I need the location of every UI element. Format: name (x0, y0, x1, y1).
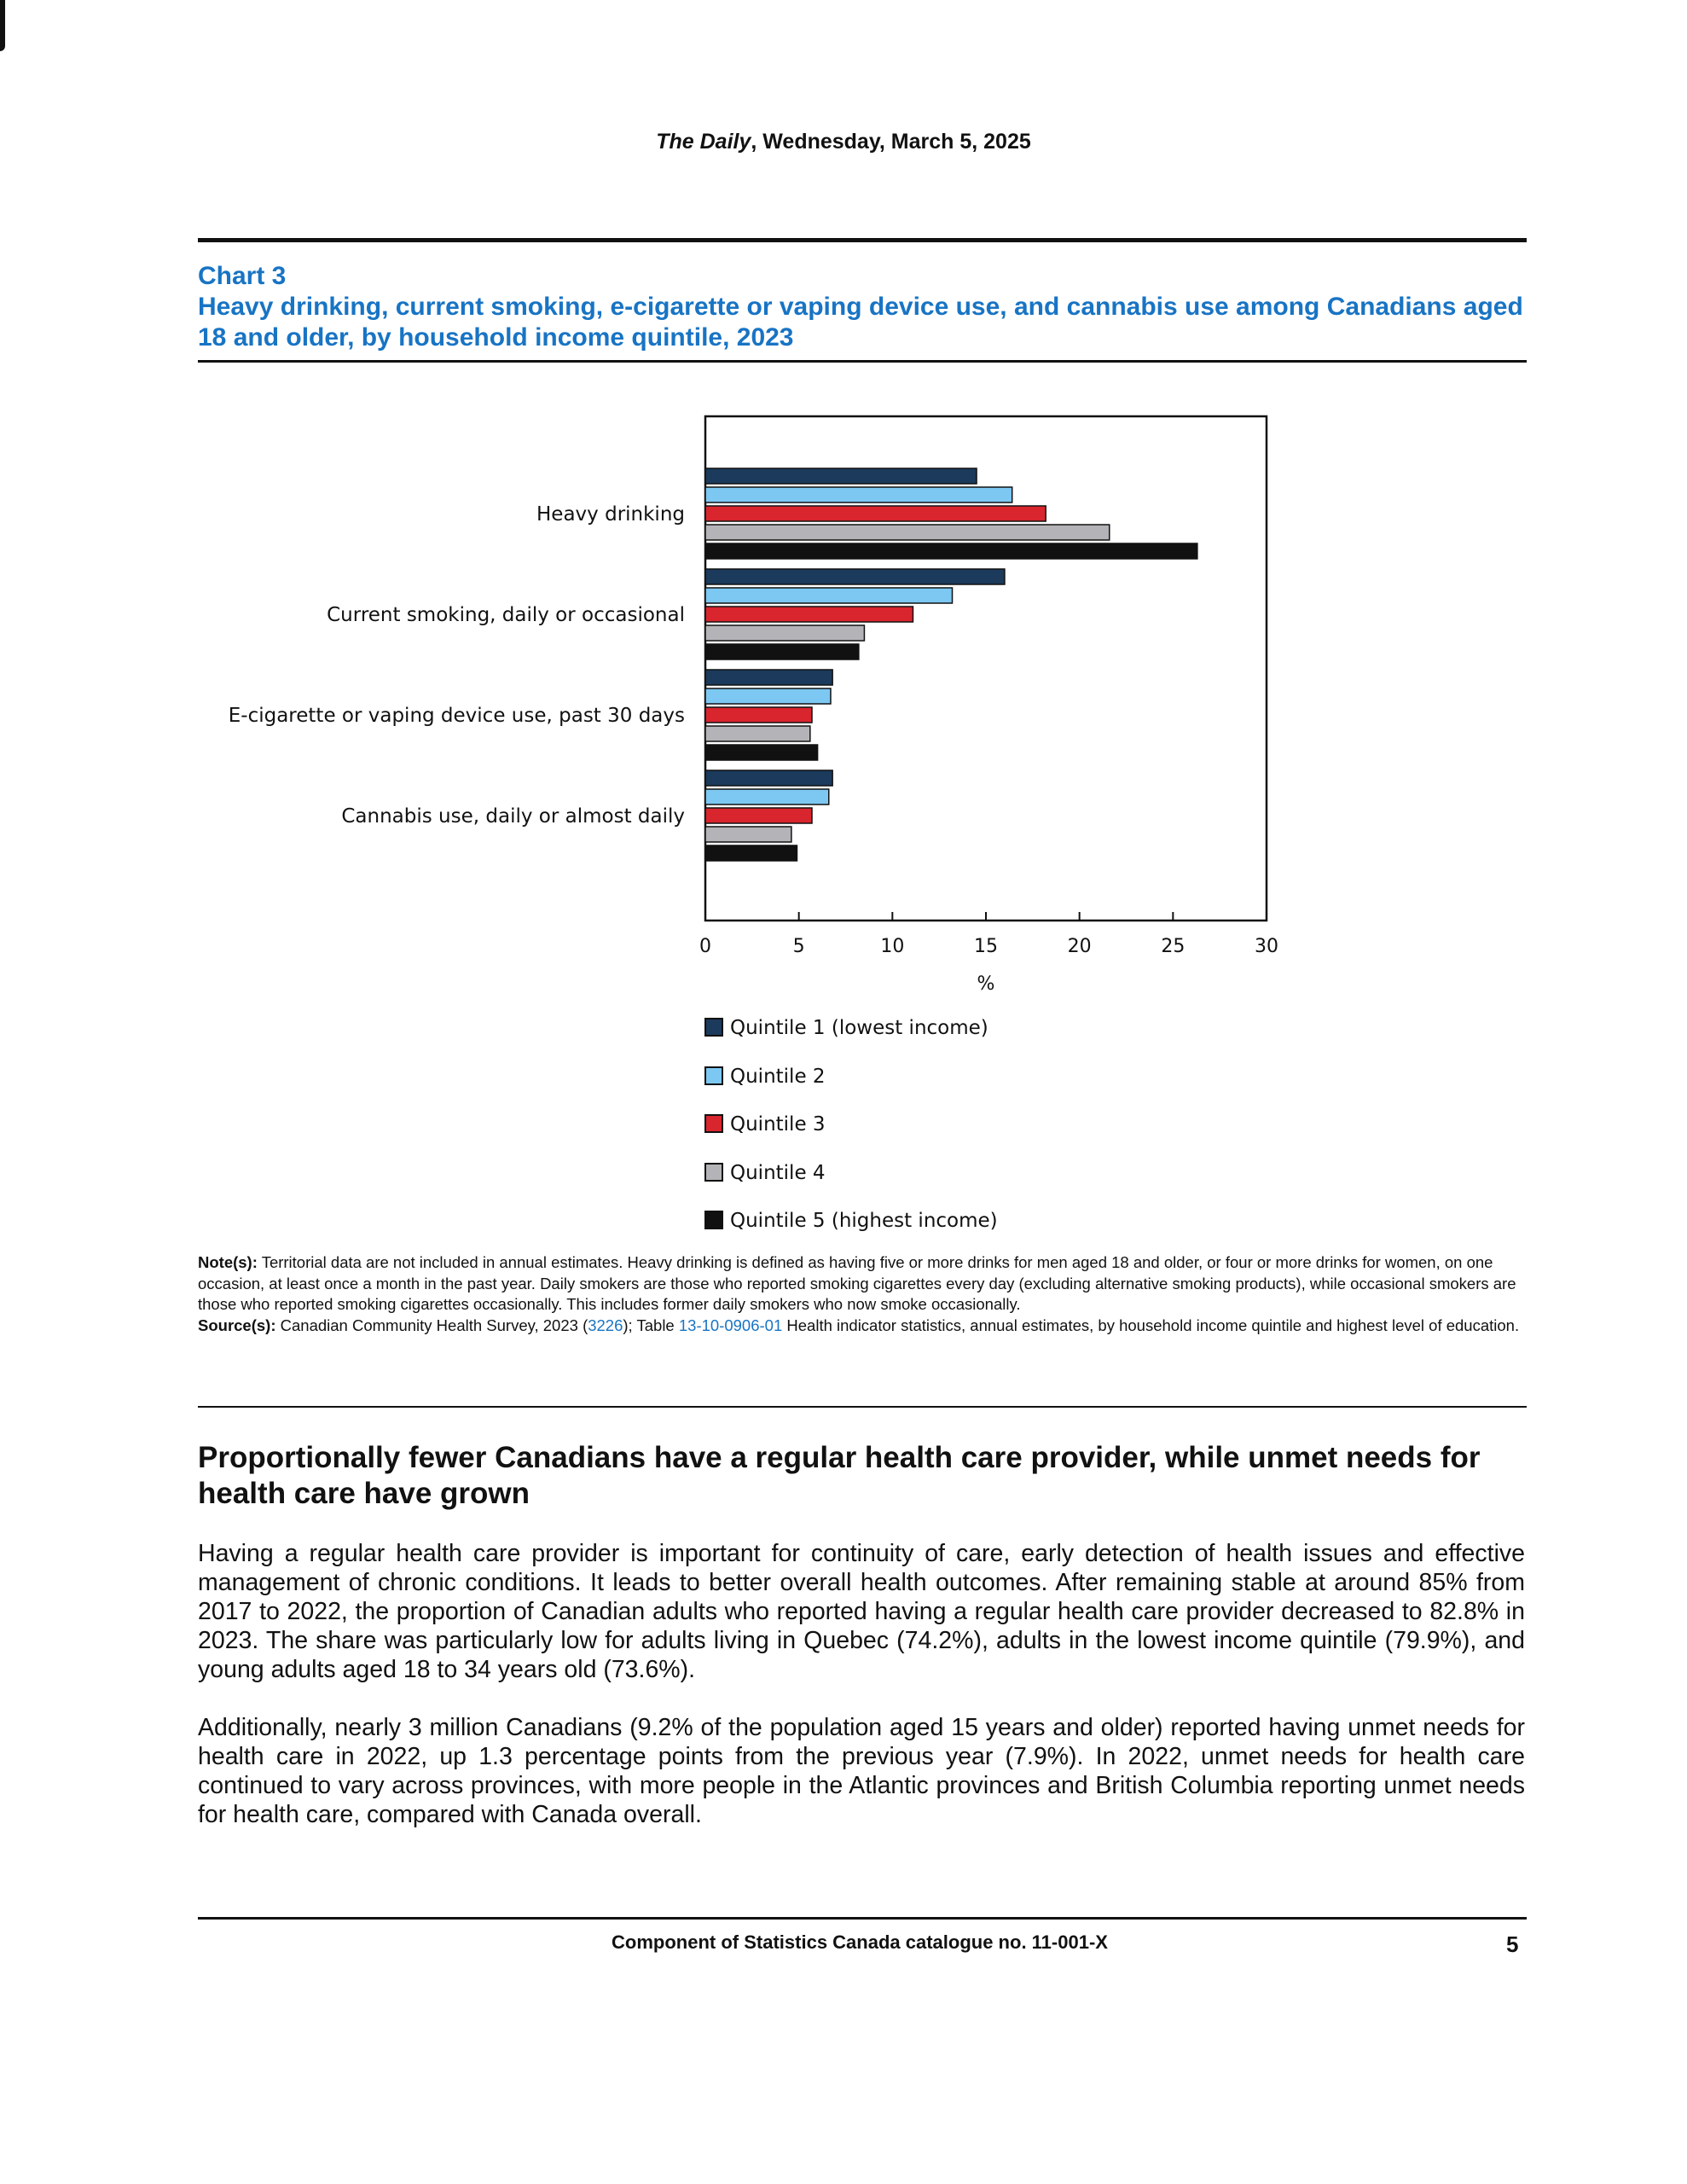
chart-title: Heavy drinking, current smoking, e-cigarette or vaping device use, and cannabis use among Canadians aged 18 and older, by household income quintile, 2023 (198, 293, 1523, 351)
legend-item (704, 1015, 988, 1041)
bar-4-q5 (705, 845, 797, 861)
bar-2-q1 (705, 569, 1005, 584)
category-label: Heavy drinking (536, 503, 685, 526)
legend-swatch (704, 1163, 723, 1182)
footer-rule (198, 1917, 1527, 1920)
source-link-3226[interactable]: 3226 (588, 1316, 623, 1334)
legend-label: Quintile 3 (730, 1113, 826, 1136)
section-heading: Proportionally fewer Canadians have a regular health care provider, while unmet needs for health care have grown (198, 1441, 1481, 1510)
footer-catalogue: Component of Statistics Canada catalogue no. 11-001-X (612, 1931, 1108, 1953)
source-paragraph (198, 1316, 1528, 1337)
category-label: Current smoking, daily or occasional (327, 604, 685, 626)
chart-notes (198, 1252, 1528, 1336)
bar-3-q5 (705, 745, 818, 760)
bar-4-q1 (705, 770, 832, 786)
legend-item (704, 1160, 826, 1186)
bar-2-q4 (705, 625, 864, 641)
legend-item (704, 1208, 998, 1234)
bar-3-q4 (705, 726, 810, 741)
x-tick-label: 25 (1161, 936, 1186, 957)
bar-3-q1 (705, 670, 832, 685)
bar-4-q3 (705, 808, 812, 823)
legend-swatch (704, 1066, 723, 1085)
bar-2-q2 (705, 588, 953, 603)
legend-label: Quintile 2 (730, 1065, 826, 1088)
bar-2-q3 (705, 607, 913, 622)
x-axis-label: % (977, 973, 995, 995)
category-label: E-cigarette or vaping device use, past 30 days (228, 705, 685, 727)
legend-label: Quintile 4 (730, 1161, 826, 1184)
x-tick-label: 5 (792, 936, 805, 957)
legend-label: Quintile 5 (highest income) (730, 1210, 998, 1232)
x-tick-label: 0 (699, 936, 711, 957)
source-text-mid: ); Table (623, 1316, 679, 1334)
body-paragraph-2: Additionally, nearly 3 million Canadians (9.2% of the population aged 15 years and older) reported having unmet needs for health care in 2022, up 1.3 percentage points from the previous year (7.9%). In 2022, unmet needs for health care continued to vary across provinces, with more people in the Atlantic provinces and British Columbia reporting unmet needs for health care, compared with Canada overall. (198, 1714, 1525, 1828)
source-text-pre: Canadian Community Health Survey, 2023 ( (275, 1316, 588, 1334)
x-tick-label: 30 (1255, 936, 1278, 957)
bar-group (705, 468, 1197, 861)
bar-4-q4 (705, 827, 791, 842)
header-date: , Wednesday, March 5, 2025 (751, 130, 1031, 154)
bar-1-q2 (705, 487, 1012, 502)
body-paragraph-1: Having a regular health care provider is important for continuity of care, early detection of health issues and effective management of chronic conditions. It leads to better overall health outcomes. After remaining stable at around 85% from 2017 to 2022, the proportion of Canadian adults who reported having a regular health care provider decreased to 82.8% in 2023. The share was particularly low for adults living in Quebec (74.2%), adults in the lowest income quintile (79.9%), and young adults aged 18 to 34 years old (73.6%). (198, 1540, 1525, 1683)
note-paragraph (198, 1252, 1528, 1316)
note-label: Note(s): (198, 1253, 258, 1271)
x-tick-label: 20 (1067, 936, 1092, 957)
x-tick-label: 15 (974, 936, 998, 957)
legend-label: Quintile 1 (lowest income) (730, 1017, 988, 1039)
bar-4-q2 (705, 789, 829, 804)
legend-swatch (704, 1211, 723, 1229)
bar-3-q3 (705, 707, 812, 723)
legend-item (704, 1112, 826, 1137)
x-tick-label: 10 (880, 936, 905, 957)
bar-1-q5 (705, 543, 1197, 559)
source-link-table[interactable]: 13-10-0906-01 (678, 1316, 783, 1334)
chart-label: Chart 3 (198, 262, 287, 290)
bar-chart (0, 0, 1687, 1024)
x-axis-ticks (699, 912, 1278, 957)
publication-name: The Daily (656, 130, 751, 154)
category-labels (229, 503, 685, 828)
bar-1-q1 (705, 468, 977, 484)
bar-1-q3 (705, 506, 1046, 521)
source-text-post: Health indicator statistics, annual estimates, by household income quintile and highest level of education. (782, 1316, 1520, 1334)
source-label: Source(s): (198, 1316, 276, 1334)
bar-2-q5 (705, 644, 859, 659)
bar-3-q2 (705, 688, 831, 704)
note-text: Territorial data are not included in annual estimates. Heavy drinking is defined as having five or more drinks for men aged 18 and older, or four or more drinks for women, on one occasion, at least once a month in the past year. Daily smokers are those who reported smoking cigarettes every day (excluding alternative smoking products), while occasional smokers are those who reported smoking cigarettes occasionally. This includes former daily smokers who now smoke occasionally. (198, 1253, 1516, 1313)
category-label: Cannabis use, daily or almost daily (341, 805, 685, 828)
bar-1-q4 (705, 525, 1110, 540)
legend-swatch (704, 1114, 723, 1133)
legend-swatch (704, 1018, 723, 1037)
notes-rule (198, 1406, 1527, 1408)
legend-item (704, 1064, 826, 1089)
page-number: 5 (1506, 1931, 1519, 1957)
